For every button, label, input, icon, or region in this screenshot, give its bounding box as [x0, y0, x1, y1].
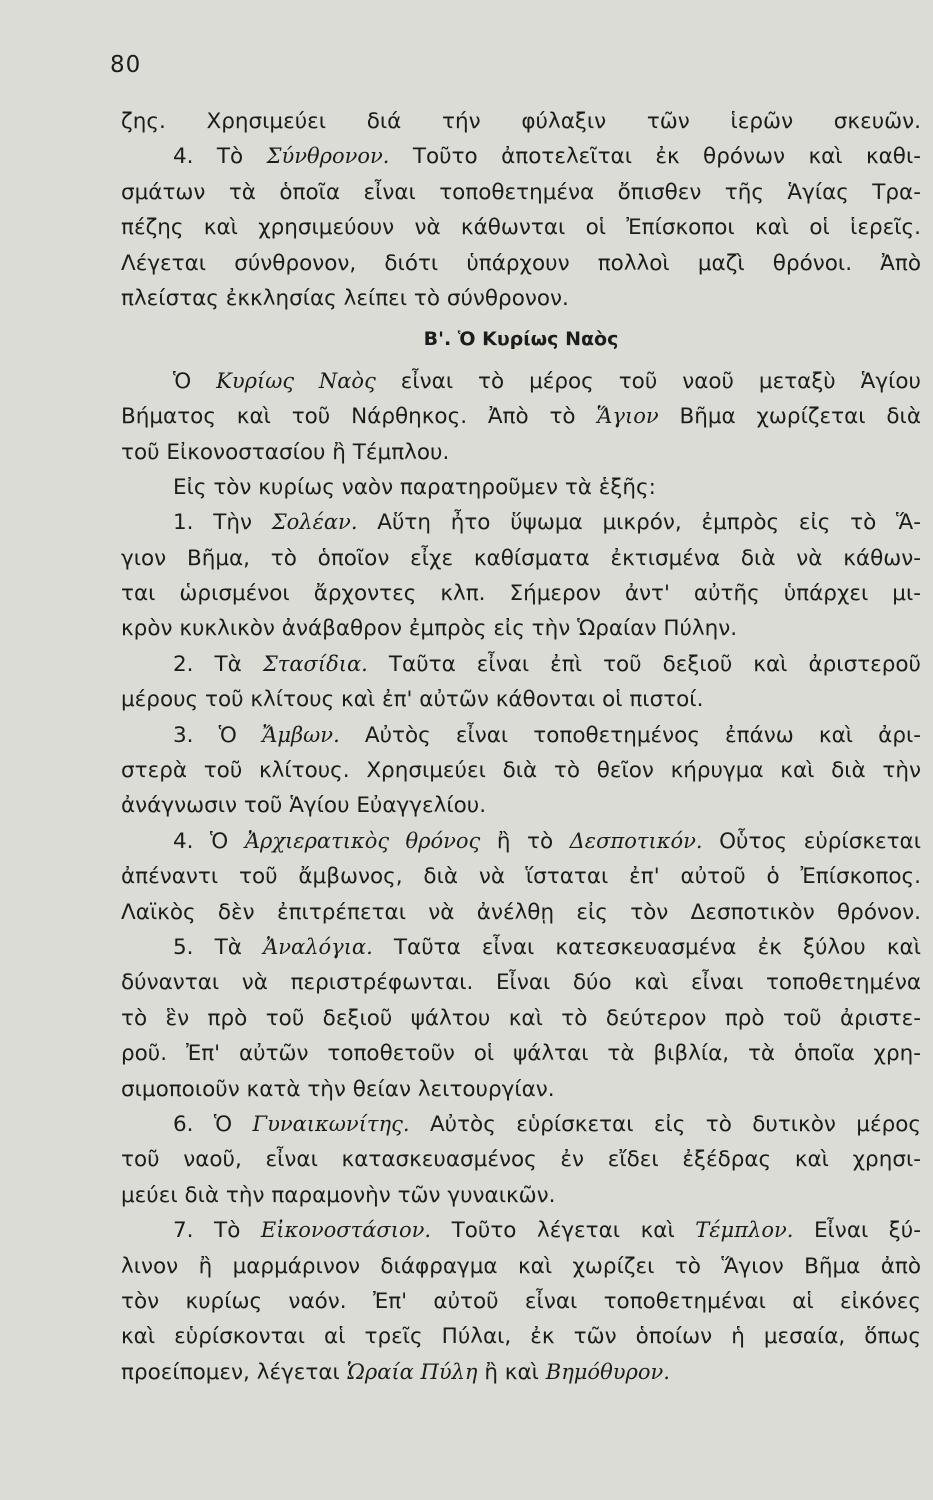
italic-term: Ὡραία Πύλη [346, 1359, 478, 1384]
text-run: Ταῦτα εἶναι κατεσκευασμένα ἐκ ξύλου καὶ [372, 934, 921, 960]
text-run: Εἶναι ξύ- [793, 1218, 921, 1244]
text-line: ἀνάγνωσιν τοῦ Ἁγίου Εὐαγγελίου. [121, 793, 487, 819]
text-run: 1. Τὴν [173, 510, 272, 536]
text-run: εἶναι τὸ μέρος τοῦ ναοῦ μεταξὺ Ἁγίου [375, 368, 921, 394]
text-run: Βήματος καὶ τοῦ Νάρθηκος. Ἀπὸ τὸ [121, 404, 597, 430]
italic-term: Γυναικωνίτης. [252, 1111, 410, 1136]
text-run: 3. Ὁ [173, 722, 262, 748]
text-line: δύνανται νὰ περιστρέφωνται. Εἶναι δύο καὶ εἶναι τοποθετημένα [121, 970, 921, 996]
text-line: τὸ ἓν πρὸ τοῦ δεξιοῦ ψάλτου καὶ τὸ δεύτερον πρὸ τοῦ ἀριστε- [121, 1005, 921, 1031]
text-line [121, 647, 921, 682]
text-line: Λέγεται σύνθρονον, διότι ὑπάρχουν πολλοὶ μαζὶ θρόνοι. Ἀπὸ [121, 250, 921, 276]
text-line [121, 824, 921, 859]
text-line: τὸν κυρίως ναόν. Ἐπ' αὐτοῦ εἶναι τοποθετημέναι αἱ εἰκόνες [121, 1288, 921, 1314]
text-line: σμάτων τὰ ὁποῖα εἶναι τοποθετημένα ὄπισθεν τῆς Ἁγίας Τρα- [121, 179, 921, 205]
text-run: 2. Τὰ [173, 651, 263, 677]
text-line: ροῦ. Ἐπ' αὐτῶν τοποθετοῦν οἱ ψάλται τὰ βιβλία, τὰ ὁποῖα χρη- [121, 1041, 921, 1067]
text-line: μεύει διὰ τὴν παραμονὴν τῶν γυναικῶν. [121, 1182, 556, 1208]
text-run: 4. Ὁ [173, 828, 245, 854]
text-line: σιμοποιοῦν κατὰ τὴν θείαν λειτουργίαν. [121, 1076, 555, 1102]
italic-term: Σολέαν. [271, 510, 358, 535]
text-run: Τοῦτο λέγεται καὶ [431, 1218, 696, 1244]
text-line [121, 139, 921, 174]
body-text [121, 104, 921, 1390]
italic-term: Τέμπλον. [695, 1218, 794, 1243]
text-run: 6. Ὁ [173, 1111, 253, 1137]
text-line: τοῦ ναοῦ, εἶναι κατασκευασμένος ἐν εἴδει ἐξέδρας καὶ χρησι- [121, 1147, 921, 1173]
text-line: ἀπέναντι τοῦ ἄμβωνος, διὰ νὰ ἵσταται ἐπ' αὐτοῦ ὁ Ἐπίσκοπος. [121, 864, 921, 890]
text-run: Τοῦτο ἀποτελεῖται ἐκ θρόνων καὶ καθι- [389, 144, 921, 170]
text-run: Βῆμα χωρίζεται διὰ [658, 404, 921, 430]
italic-term: Ἀναλόγια. [263, 934, 373, 959]
text-line: στερὰ τοῦ κλίτους. Χρησιμεύει διὰ τὸ θεῖον κήρυγμα καὶ διὰ τὴν [121, 758, 921, 784]
text-line [121, 364, 921, 399]
text-line: κρὸν κυκλικὸν ἀνάβαθρον ἐμπρὸς εἰς τὴν Ὡραίαν Πύλην. [121, 616, 738, 642]
italic-term: Δεσποτικόν. [569, 828, 703, 853]
text-run: Ταῦτα εἶναι ἐπὶ τοῦ δεξιοῦ καὶ ἀριστεροῦ [367, 651, 921, 677]
italic-term: Ἅγιον [596, 404, 659, 429]
text-run: Αὐτὸς εὑρίσκεται εἰς τὸ δυτικὸν μέρος [409, 1111, 921, 1137]
text-line: Εἰς τὸν κυρίως ναὸν παρατηροῦμεν τὰ ἑξῆς: [173, 474, 656, 500]
text-line: καὶ εὑρίσκονται αἱ τρεῖς Πύλαι, ἐκ τῶν ὁποίων ἡ μεσαία, ὅπως [121, 1324, 921, 1350]
italic-term: Βημόθυρον. [545, 1359, 670, 1384]
text-line [121, 930, 921, 965]
text-run: ἢ καὶ [477, 1359, 546, 1385]
text-line [121, 1107, 921, 1142]
italic-term: Κυρίως Ναὸς [216, 368, 376, 393]
text-run: προείπομεν, λέγεται [121, 1359, 347, 1385]
text-run: 7. Τὸ [173, 1218, 261, 1244]
text-line: λινον ἢ μαρμάρινον διάφραγμα καὶ χωρίζει τὸ Ἅγιον Βῆμα ἀπὸ [121, 1253, 921, 1279]
text-line: μέρους τοῦ κλίτους καὶ ἐπ' αὐτῶν κάθονται οἱ πιστοί. [121, 687, 704, 713]
text-run: 5. Τὰ [173, 934, 264, 960]
text-line: ζης. Χρησιμεύει διά τήν φύλαξιν τῶν ἱερῶν σκευῶν. [121, 109, 921, 134]
text-line: Λαϊκὸς δὲν ἐπιτρέπεται νὰ ἀνέλθῃ εἰς τὸν Δεσποτικὸν θρόνον. [121, 899, 921, 925]
text-run: Αὐτὸς εἶναι τοποθετημένος ἐπάνω καὶ ἀρι- [339, 722, 921, 748]
text-line: πλείστας ἐκκλησίας λείπει τὸ σύνθρονον. [121, 285, 569, 311]
italic-term: Εἰκονοστάσιον. [260, 1218, 432, 1243]
italic-term: Ἄμβων. [261, 722, 340, 747]
text-run: Αὕτη ἦτο ὕψωμα μικρόν, ἐμπρὸς εἰς τὸ Ἅ- [357, 510, 921, 536]
text-run: Οὗτος εὑρίσκεται [702, 828, 922, 854]
text-line [121, 718, 921, 753]
text-run: ἢ τὸ [480, 828, 570, 854]
text-line [121, 1355, 921, 1390]
text-line [121, 1213, 921, 1248]
text-line: τοῦ Εἰκονοστασίου ἢ Τέμπλου. [121, 439, 450, 465]
page-number: 80 [110, 52, 142, 78]
text-line [121, 399, 921, 434]
text-line [121, 505, 921, 540]
text-line: γιον Βῆμα, τὸ ὁποῖον εἶχε καθίσματα ἐκτισμένα διὰ νὰ κάθων- [121, 545, 921, 571]
text-run: 4. Τὸ [173, 144, 267, 170]
italic-term: Στασίδια. [262, 651, 368, 676]
text-run: Ὁ [173, 368, 217, 394]
text-line: ται ὡρισμένοι ἄρχοντες κλπ. Σήμερον ἀντ' αὐτῆς ὑπάρχει μι- [121, 581, 921, 607]
italic-term: Σύνθρονον. [266, 144, 390, 169]
text-line: πέζης καὶ χρησιμεύουν νὰ κάθωνται οἱ Ἐπίσκοποι καὶ οἱ ἱερεῖς. [121, 215, 921, 241]
italic-term: Ἀρχιερατικὸς θρόνος [244, 828, 481, 853]
section-heading: Β'. Ὁ Κυρίως Ναὸς [423, 328, 619, 351]
